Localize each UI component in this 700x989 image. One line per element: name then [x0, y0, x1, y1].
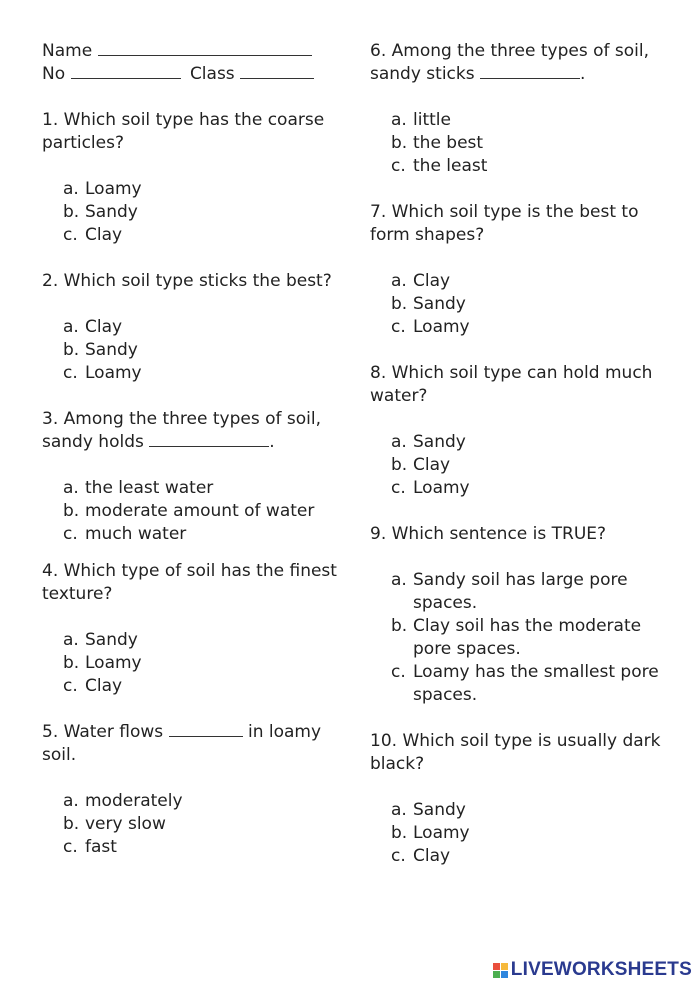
answer-blank[interactable] — [169, 721, 243, 737]
option-b[interactable]: b. Clay soil has the moderate pore spaces. — [391, 616, 642, 659]
option-b[interactable]: b. Clay — [391, 455, 451, 475]
option-b[interactable]: b. Loamy — [63, 653, 142, 673]
question-8 — [370, 362, 670, 500]
number-class-line — [42, 63, 342, 86]
option-c[interactable]: c. Loamy — [391, 317, 470, 337]
option-a[interactable]: a. little — [391, 110, 451, 130]
option-c[interactable]: c. the least — [391, 156, 488, 176]
right-column — [370, 40, 670, 868]
option-a[interactable]: a. Clay — [391, 271, 451, 291]
logo-text: LIVEWORKSHEETS — [510, 959, 692, 980]
left-column — [42, 40, 342, 859]
logo-square-1 — [493, 963, 500, 970]
option-a[interactable]: a. Clay — [63, 317, 123, 337]
options-list — [370, 109, 670, 178]
number-field[interactable] — [71, 63, 181, 79]
option-c[interactable]: c. Loamy — [63, 363, 142, 383]
liveworksheets-logo-icon — [493, 963, 508, 978]
question-5 — [42, 721, 342, 859]
name-label: Name — [42, 41, 93, 61]
question-4 — [42, 560, 342, 698]
class-field[interactable] — [240, 63, 314, 79]
option-c[interactable]: c. Clay — [391, 846, 451, 866]
question-stem: 5. Water flows in loamy soil. — [42, 722, 322, 765]
question-6 — [370, 40, 670, 178]
options-list — [42, 629, 342, 698]
option-a[interactable]: a. moderately — [63, 791, 183, 811]
question-10 — [370, 730, 670, 868]
options-list — [42, 178, 342, 247]
option-b[interactable]: b. Sandy — [391, 294, 466, 314]
question-stem: 2. Which soil type sticks the best? — [42, 271, 332, 291]
options-list — [42, 790, 342, 859]
option-b[interactable]: b. Sandy — [63, 340, 138, 360]
option-b[interactable]: b. moderate amount of water — [63, 501, 315, 521]
question-3 — [42, 408, 342, 546]
question-stem: 10. Which soil type is usually dark black? — [370, 731, 661, 774]
option-b[interactable]: b. Loamy — [391, 823, 470, 843]
option-a[interactable]: a. Sandy soil has large pore spaces. — [391, 570, 628, 613]
option-a[interactable]: a. Sandy — [63, 630, 138, 650]
option-a[interactable]: a. Sandy — [391, 432, 466, 452]
option-a[interactable]: a. Loamy — [63, 179, 142, 199]
option-c[interactable]: c. Clay — [63, 225, 123, 245]
question-stem: 4. Which type of soil has the finest texture? — [42, 561, 337, 604]
question-1 — [42, 109, 342, 247]
option-c[interactable]: c. Loamy has the smallest pore spaces. — [391, 662, 659, 705]
liveworksheets-logo — [493, 959, 692, 981]
question-2 — [42, 270, 342, 385]
question-stem: 1. Which soil type has the coarse particles? — [42, 110, 325, 153]
option-b[interactable]: b. Sandy — [63, 202, 138, 222]
options-list — [370, 431, 670, 500]
options-list — [370, 569, 670, 707]
options-list — [42, 477, 342, 546]
question-7 — [370, 201, 670, 339]
options-list — [370, 799, 670, 868]
number-label: No — [42, 64, 66, 84]
option-b[interactable]: b. the best — [391, 133, 484, 153]
options-list — [42, 316, 342, 385]
option-c[interactable]: c. Loamy — [391, 478, 470, 498]
option-b[interactable]: b. very slow — [63, 814, 166, 834]
option-c[interactable]: c. fast — [63, 837, 117, 857]
logo-square-2 — [501, 963, 508, 970]
question-stem: 8. Which soil type can hold much water? — [370, 363, 653, 406]
answer-blank[interactable] — [149, 431, 269, 447]
class-label: Class — [189, 64, 235, 84]
option-c[interactable]: c. Clay — [63, 676, 123, 696]
answer-blank[interactable] — [480, 63, 580, 79]
option-a[interactable]: a. Sandy — [391, 800, 466, 820]
name-field[interactable] — [98, 40, 312, 56]
options-list — [370, 270, 670, 339]
name-line — [42, 40, 342, 63]
question-stem: 7. Which soil type is the best to form shapes? — [370, 202, 639, 245]
question-stem: 9. Which sentence is TRUE? — [370, 524, 607, 544]
option-c[interactable]: c. much water — [63, 524, 187, 544]
logo-square-3 — [493, 971, 500, 978]
logo-square-4 — [501, 971, 508, 978]
option-a[interactable]: a. the least water — [63, 478, 214, 498]
question-stem: 6. Among the three types of soil, sandy sticks . — [370, 41, 649, 84]
question-stem: 3. Among the three types of soil, sandy holds . — [42, 409, 321, 452]
question-9 — [370, 523, 670, 707]
